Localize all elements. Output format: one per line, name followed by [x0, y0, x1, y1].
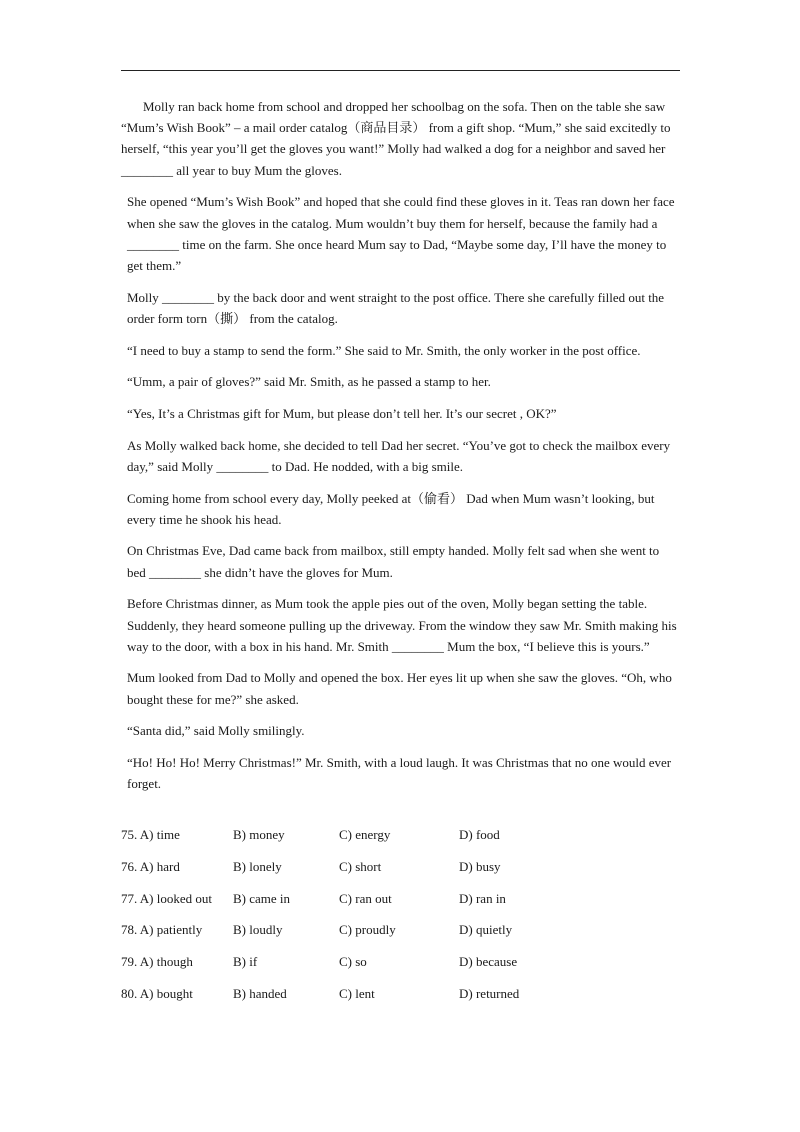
option-c: C) short — [339, 858, 382, 874]
option-b: B) loudly — [233, 922, 283, 938]
paragraph: “I need to buy a stamp to send the form.” She said to Mr. Smith, the only worker in the post office. — [127, 342, 641, 358]
paragraph: “Santa did,” said Molly smilingly. — [127, 723, 305, 739]
option-a: 80. A) bought — [121, 985, 193, 1001]
paragraph: Molly ran back home from school and dropped her schoolbag on the sofa. Then on the table she saw “Mum’s Wish Book” – a mail order catalog（商品目录） from a gift shop. “Mum,” she said excitedly to herself, “this year you’ll get the gloves you want!” Molly had walked a dog for a neighbor and saved her ________ all year to buy Mum the gloves. — [121, 99, 671, 178]
paragraph: “Umm, a pair of gloves?” said Mr. Smith, as he passed a stamp to her. — [127, 374, 491, 390]
paragraph: Mum looked from Dad to Molly and opened the box. Her eyes lit up when she saw the gloves. “Oh, who bought these for me?” she asked. — [127, 670, 672, 707]
option-d: D) because — [459, 954, 518, 970]
question-row — [121, 824, 681, 856]
option-a: 76. A) hard — [121, 858, 180, 874]
option-b: B) if — [233, 954, 258, 970]
option-c: C) energy — [339, 827, 391, 842]
option-b: B) money — [233, 827, 285, 842]
option-c: C) ran out — [339, 890, 392, 906]
question-row — [121, 856, 681, 888]
header-rule — [121, 70, 680, 71]
question-row — [121, 951, 681, 983]
option-d: D) returned — [459, 985, 520, 1001]
option-d: D) ran in — [459, 890, 506, 906]
option-a: 79. A) though — [121, 954, 193, 970]
option-d: D) quietly — [459, 922, 513, 938]
paragraph: “Yes, It’s a Christmas gift for Mum, but please don’t tell her. It’s our secret , OK?” — [127, 405, 557, 421]
option-d: D) food — [459, 827, 500, 842]
question-row — [121, 919, 681, 951]
cloze-passage — [121, 96, 681, 805]
answer-options — [121, 824, 681, 1015]
paragraph: On Christmas Eve, Dad came back from mailbox, still empty handed. Molly felt sad when she went to bed ________ she didn’t have the gloves for Mum. — [127, 543, 660, 580]
paragraph: Coming home from school every day, Molly peeked at（偷看） Dad when Mum wasn’t looking, but every time he shook his head. — [127, 490, 655, 527]
option-b: B) came in — [233, 890, 291, 906]
option-d: D) busy — [459, 858, 501, 874]
option-b: B) lonely — [233, 858, 282, 874]
option-c: C) so — [339, 954, 367, 970]
question-row — [121, 888, 681, 920]
paragraph: As Molly walked back home, she decided to tell Dad her secret. “You’ve got to check the mailbox every day,” said Molly ________ to Dad. He nodded, with a big smile. — [127, 437, 671, 474]
option-a: 78. A) patiently — [121, 922, 203, 938]
option-a: 77. A) looked out — [121, 890, 212, 906]
option-a: 75. A) time — [121, 827, 180, 842]
paragraph: “Ho! Ho! Ho! Merry Christmas!” Mr. Smith, with a loud laugh. It was Christmas that no one would ever forget. — [127, 755, 672, 792]
paragraph: Molly ________ by the back door and went straight to the post office. There she carefully filled out the order form torn（撕） from the catalog. — [127, 289, 665, 326]
paragraph: Before Christmas dinner, as Mum took the apple pies out of the oven, Molly began setting the table. Suddenly, they heard someone pulling up the driveway. From the window they saw Mr. Smith making his way to the door, with a box in his hand. Mr. Smith ________ Mum the box, “I believe this is yours.” — [127, 596, 677, 654]
option-c: C) proudly — [339, 922, 396, 938]
option-b: B) handed — [233, 985, 287, 1001]
question-row — [121, 983, 681, 1015]
paragraph: She opened “Mum’s Wish Book” and hoped that she could find these gloves in it. Teas ran down her face when she saw the gloves in the catalog. Mum wouldn’t buy them for herself, because the family had a ________ time on the farm. She once heard Mum say to Dad, “Maybe some day, I’ll have the money to get them.” — [127, 194, 675, 273]
option-c: C) lent — [339, 985, 375, 1001]
